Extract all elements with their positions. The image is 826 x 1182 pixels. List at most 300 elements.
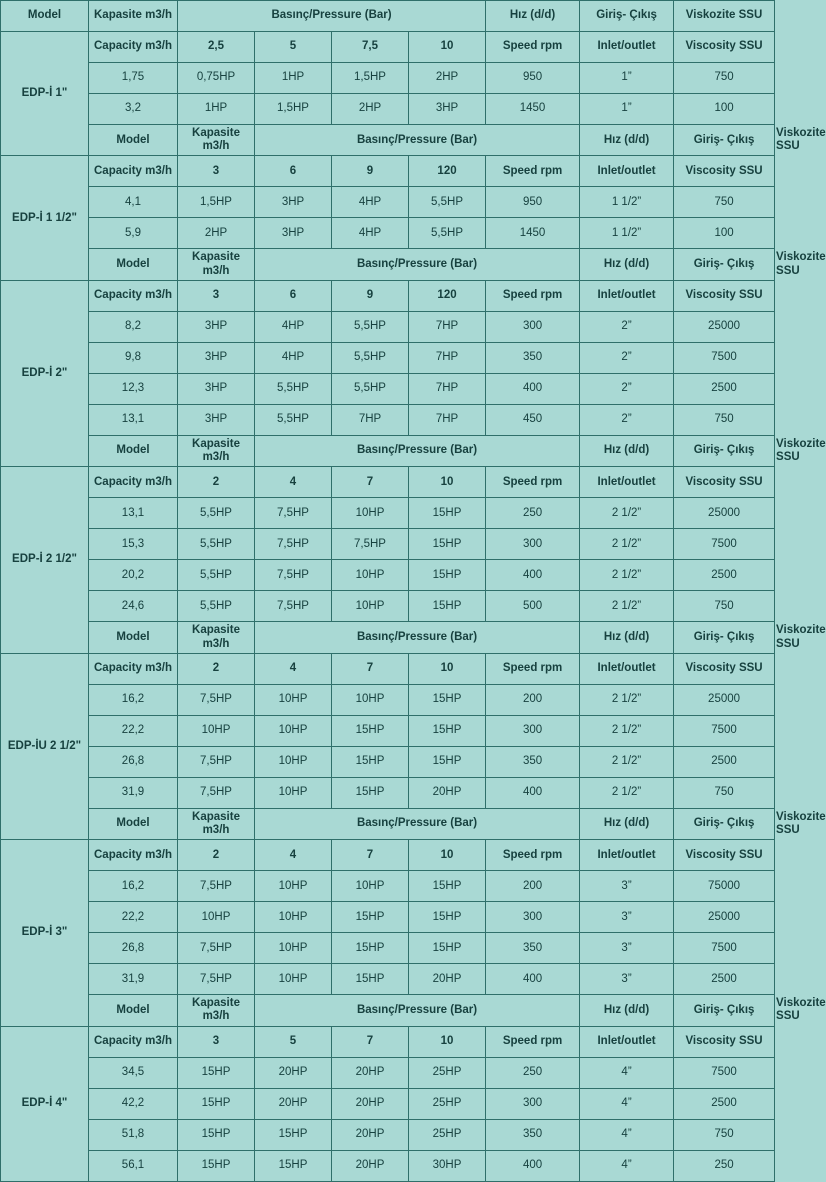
table-header-row: [1, 1, 775, 32]
subheader-pressure-1: 3: [178, 1026, 255, 1057]
subheader-pressure-4: 10: [409, 32, 486, 63]
subheader-pressure-2: 5: [255, 1026, 332, 1057]
cell-speed: 450: [486, 404, 580, 435]
cell-power-1: 0,75HP: [178, 63, 255, 94]
table-row: [1, 1150, 775, 1181]
header-viscosity-tr: Viskozite SSU: [674, 1, 775, 32]
header-speed-tr: Hız (d/d): [580, 435, 674, 466]
header-pressure: Basınç/Pressure (Bar): [255, 808, 580, 839]
cell-capacity: 26,8: [89, 746, 178, 777]
cell-power-2: 10HP: [255, 902, 332, 933]
header-capacity-tr: Kapasite m3/h: [178, 249, 255, 280]
cell-power-3: 7HP: [332, 404, 409, 435]
cell-power-3: 20HP: [332, 1119, 409, 1150]
model-label: EDP-İ 4": [1, 1026, 89, 1181]
cell-power-4: 25HP: [409, 1057, 486, 1088]
subheader-speed-en: Speed rpm: [486, 467, 580, 498]
cell-power-4: 15HP: [409, 902, 486, 933]
cell-power-2: 20HP: [255, 1057, 332, 1088]
cell-power-1: 7,5HP: [178, 871, 255, 902]
cell-power-3: 20HP: [332, 1088, 409, 1119]
cell-power-2: 10HP: [255, 964, 332, 995]
cell-viscosity: 750: [674, 591, 775, 622]
cell-power-4: 20HP: [409, 964, 486, 995]
cell-capacity: 34,5: [89, 1057, 178, 1088]
table-subheader-row: [1, 32, 775, 63]
model-label: EDP-İU 2 1/2": [1, 653, 89, 839]
cell-inlet: 2 1/2”: [580, 591, 674, 622]
header-speed-tr: Hız (d/d): [580, 125, 674, 156]
subheader-capacity-en: Capacity m3/h: [89, 467, 178, 498]
header-capacity-tr: Kapasite m3/h: [178, 435, 255, 466]
cell-capacity: 24,6: [89, 591, 178, 622]
cell-power-1: 5,5HP: [178, 498, 255, 529]
subheader-pressure-3: 9: [332, 156, 409, 187]
cell-capacity: 22,2: [89, 715, 178, 746]
cell-power-1: 10HP: [178, 715, 255, 746]
header-pressure: Basınç/Pressure (Bar): [255, 622, 580, 653]
cell-capacity: 15,3: [89, 529, 178, 560]
table-row: [1, 777, 775, 808]
subheader-pressure-4: 10: [409, 1026, 486, 1057]
cell-power-2: 4HP: [255, 342, 332, 373]
subheader-pressure-3: 7: [332, 467, 409, 498]
cell-power-2: 4HP: [255, 311, 332, 342]
header-inlet-tr: Giriş- Çıkış: [674, 125, 775, 156]
cell-power-1: 3HP: [178, 342, 255, 373]
table-row: [1, 529, 775, 560]
table-row: [1, 1088, 775, 1119]
subheader-speed-en: Speed rpm: [486, 840, 580, 871]
cell-inlet: 4”: [580, 1119, 674, 1150]
cell-speed: 950: [486, 63, 580, 94]
cell-power-1: 7,5HP: [178, 746, 255, 777]
cell-speed: 300: [486, 715, 580, 746]
header-speed-tr: Hız (d/d): [580, 249, 674, 280]
table-row: [1, 498, 775, 529]
subheader-speed-en: Speed rpm: [486, 1026, 580, 1057]
table-row: [1, 902, 775, 933]
cell-power-1: 2HP: [178, 218, 255, 249]
cell-power-4: 30HP: [409, 1150, 486, 1181]
subheader-inlet-en: Inlet/outlet: [580, 1026, 674, 1057]
subheader-pressure-1: 3: [178, 280, 255, 311]
cell-power-2: 5,5HP: [255, 404, 332, 435]
table-row: [1, 1057, 775, 1088]
subheader-pressure-3: 7: [332, 840, 409, 871]
subheader-pressure-1: 2,5: [178, 32, 255, 63]
header-inlet-tr: Giriş- Çıkış: [674, 995, 775, 1026]
cell-power-1: 15HP: [178, 1057, 255, 1088]
cell-power-3: 1,5HP: [332, 63, 409, 94]
subheader-pressure-4: 10: [409, 653, 486, 684]
cell-power-4: 7HP: [409, 373, 486, 404]
table-row: [1, 746, 775, 777]
cell-power-1: 1HP: [178, 94, 255, 125]
subheader-pressure-4: 120: [409, 280, 486, 311]
table-row: [1, 63, 775, 94]
table-body: [1, 1, 826, 1182]
cell-inlet: 4”: [580, 1088, 674, 1119]
cell-capacity: 31,9: [89, 777, 178, 808]
cell-capacity: 22,2: [89, 902, 178, 933]
subheader-speed-en: Speed rpm: [486, 280, 580, 311]
cell-inlet: 4”: [580, 1150, 674, 1181]
table-row: [1, 218, 775, 249]
cell-capacity: 3,2: [89, 94, 178, 125]
table-row: [1, 311, 775, 342]
cell-inlet: 3”: [580, 964, 674, 995]
model-label: EDP-İ 1 1/2": [1, 156, 89, 280]
cell-viscosity: 25000: [674, 498, 775, 529]
cell-power-1: 7,5HP: [178, 964, 255, 995]
subheader-pressure-1: 2: [178, 467, 255, 498]
cell-speed: 300: [486, 902, 580, 933]
header-inlet-tr: Giriş- Çıkış: [674, 435, 775, 466]
header-inlet-tr: Giriş- Çıkış: [674, 808, 775, 839]
cell-power-4: 5,5HP: [409, 187, 486, 218]
cell-viscosity: 7500: [674, 529, 775, 560]
cell-viscosity: 25000: [674, 902, 775, 933]
model-label: EDP-İ 2 1/2": [1, 467, 89, 653]
header-inlet-tr: Giriş- Çıkış: [674, 622, 775, 653]
cell-power-1: 5,5HP: [178, 591, 255, 622]
cell-power-2: 20HP: [255, 1088, 332, 1119]
cell-power-1: 15HP: [178, 1150, 255, 1181]
cell-power-3: 10HP: [332, 560, 409, 591]
subheader-capacity-en: Capacity m3/h: [89, 1026, 178, 1057]
cell-inlet: 1”: [580, 94, 674, 125]
cell-speed: 250: [486, 1057, 580, 1088]
cell-viscosity: 100: [674, 218, 775, 249]
table-subheader-row: [1, 280, 775, 311]
table-subheader-row: [1, 156, 775, 187]
header-speed-tr: Hız (d/d): [486, 1, 580, 32]
cell-capacity: 8,2: [89, 311, 178, 342]
cell-capacity: 13,1: [89, 404, 178, 435]
table-row: [1, 871, 775, 902]
cell-power-3: 15HP: [332, 902, 409, 933]
cell-speed: 400: [486, 964, 580, 995]
cell-inlet: 2 1/2”: [580, 498, 674, 529]
cell-viscosity: 750: [674, 1119, 775, 1150]
table-row: [1, 560, 775, 591]
subheader-pressure-4: 10: [409, 467, 486, 498]
cell-speed: 1450: [486, 218, 580, 249]
header-model: Model: [89, 808, 178, 839]
cell-power-3: 10HP: [332, 591, 409, 622]
cell-power-2: 7,5HP: [255, 591, 332, 622]
cell-viscosity: 75000: [674, 871, 775, 902]
cell-viscosity: 7500: [674, 715, 775, 746]
subheader-pressure-2: 6: [255, 280, 332, 311]
cell-viscosity: 7500: [674, 1057, 775, 1088]
subheader-pressure-2: 6: [255, 156, 332, 187]
cell-speed: 200: [486, 684, 580, 715]
cell-capacity: 1,75: [89, 63, 178, 94]
cell-power-2: 1,5HP: [255, 94, 332, 125]
cell-power-3: 15HP: [332, 746, 409, 777]
cell-power-1: 1,5HP: [178, 187, 255, 218]
table-row: [1, 684, 775, 715]
cell-power-2: 10HP: [255, 684, 332, 715]
subheader-pressure-3: 7: [332, 653, 409, 684]
table-header-row: Model Kapasite m3/h Basınç/Pressure (Bar) Hız (d/d) Giriş- Çıkış Viskozite SSU: [1, 622, 775, 653]
cell-power-3: 15HP: [332, 777, 409, 808]
cell-power-4: 15HP: [409, 498, 486, 529]
cell-viscosity: 750: [674, 63, 775, 94]
cell-power-1: 15HP: [178, 1088, 255, 1119]
table-header-row: Model Kapasite m3/h Basınç/Pressure (Bar) Hız (d/d) Giriş- Çıkış Viskozite SSU: [1, 808, 775, 839]
subheader-capacity-en: Capacity m3/h: [89, 840, 178, 871]
cell-speed: 400: [486, 1150, 580, 1181]
cell-power-4: 25HP: [409, 1088, 486, 1119]
table-row: [1, 591, 775, 622]
model-label: EDP-İ 1": [1, 32, 89, 156]
cell-inlet: 1 1/2”: [580, 187, 674, 218]
cell-viscosity: 7500: [674, 342, 775, 373]
cell-power-4: 15HP: [409, 591, 486, 622]
subheader-speed-en: Speed rpm: [486, 653, 580, 684]
cell-power-3: 15HP: [332, 933, 409, 964]
cell-inlet: 2”: [580, 373, 674, 404]
header-capacity-tr: Kapasite m3/h: [178, 125, 255, 156]
cell-power-3: 7,5HP: [332, 529, 409, 560]
cell-inlet: 2”: [580, 311, 674, 342]
subheader-pressure-3: 7,5: [332, 32, 409, 63]
cell-power-2: 10HP: [255, 746, 332, 777]
subheader-pressure-4: 10: [409, 840, 486, 871]
cell-speed: 950: [486, 187, 580, 218]
cell-inlet: 2 1/2”: [580, 777, 674, 808]
header-model: Model: [1, 1, 89, 32]
cell-capacity: 51,8: [89, 1119, 178, 1150]
cell-power-2: 7,5HP: [255, 498, 332, 529]
cell-power-3: 10HP: [332, 684, 409, 715]
subheader-pressure-2: 5: [255, 32, 332, 63]
cell-power-4: 15HP: [409, 684, 486, 715]
cell-viscosity: 750: [674, 404, 775, 435]
header-pressure: Basınç/Pressure (Bar): [255, 249, 580, 280]
header-pressure: Basınç/Pressure (Bar): [255, 995, 580, 1026]
cell-capacity: 9,8: [89, 342, 178, 373]
cell-capacity: 13,1: [89, 498, 178, 529]
cell-power-3: 10HP: [332, 498, 409, 529]
cell-power-4: 3HP: [409, 94, 486, 125]
subheader-viscosity-en: Viscosity SSU: [674, 32, 775, 63]
header-inlet-tr: Giriş- Çıkış: [580, 1, 674, 32]
cell-power-3: 10HP: [332, 871, 409, 902]
cell-speed: 300: [486, 529, 580, 560]
cell-power-1: 7,5HP: [178, 777, 255, 808]
header-capacity-tr: Kapasite m3/h: [89, 1, 178, 32]
cell-power-4: 25HP: [409, 1119, 486, 1150]
cell-inlet: 2 1/2”: [580, 560, 674, 591]
cell-inlet: 3”: [580, 871, 674, 902]
table-row: [1, 342, 775, 373]
table-row: [1, 715, 775, 746]
header-inlet-tr: Giriş- Çıkış: [674, 249, 775, 280]
cell-inlet: 4”: [580, 1057, 674, 1088]
table-row: [1, 187, 775, 218]
cell-speed: 400: [486, 373, 580, 404]
cell-power-1: 7,5HP: [178, 684, 255, 715]
cell-viscosity: 750: [674, 777, 775, 808]
subheader-pressure-1: 3: [178, 156, 255, 187]
cell-power-2: 15HP: [255, 1119, 332, 1150]
cell-power-1: 3HP: [178, 373, 255, 404]
subheader-viscosity-en: Viscosity SSU: [674, 156, 775, 187]
header-pressure: Basınç/Pressure (Bar): [178, 1, 486, 32]
subheader-speed-en: Speed rpm: [486, 156, 580, 187]
subheader-viscosity-en: Viscosity SSU: [674, 653, 775, 684]
cell-power-3: 4HP: [332, 187, 409, 218]
cell-inlet: 2 1/2”: [580, 684, 674, 715]
subheader-pressure-1: 2: [178, 653, 255, 684]
cell-capacity: 16,2: [89, 684, 178, 715]
cell-inlet: 3”: [580, 902, 674, 933]
cell-speed: 350: [486, 1119, 580, 1150]
cell-capacity: 31,9: [89, 964, 178, 995]
header-speed-tr: Hız (d/d): [580, 808, 674, 839]
cell-viscosity: 25000: [674, 311, 775, 342]
subheader-pressure-1: 2: [178, 840, 255, 871]
cell-power-2: 10HP: [255, 715, 332, 746]
cell-viscosity: 2500: [674, 373, 775, 404]
cell-speed: 200: [486, 871, 580, 902]
subheader-viscosity-en: Viscosity SSU: [674, 1026, 775, 1057]
table-row: [1, 964, 775, 995]
cell-inlet: 2 1/2”: [580, 529, 674, 560]
cell-viscosity: 2500: [674, 1088, 775, 1119]
subheader-pressure-2: 4: [255, 840, 332, 871]
header-model: Model: [89, 125, 178, 156]
cell-capacity: 16,2: [89, 871, 178, 902]
cell-speed: 350: [486, 342, 580, 373]
header-model: Model: [89, 622, 178, 653]
cell-power-4: 15HP: [409, 933, 486, 964]
cell-inlet: 2 1/2”: [580, 746, 674, 777]
table-header-row: Model Kapasite m3/h Basınç/Pressure (Bar) Hız (d/d) Giriş- Çıkış Viskozite SSU: [1, 995, 775, 1026]
cell-power-2: 10HP: [255, 871, 332, 902]
cell-inlet: 1”: [580, 63, 674, 94]
cell-speed: 400: [486, 560, 580, 591]
cell-speed: 300: [486, 311, 580, 342]
cell-power-3: 15HP: [332, 964, 409, 995]
cell-viscosity: 25000: [674, 684, 775, 715]
subheader-viscosity-en: Viscosity SSU: [674, 840, 775, 871]
header-capacity-tr: Kapasite m3/h: [178, 808, 255, 839]
table-row: [1, 404, 775, 435]
cell-power-2: 15HP: [255, 1150, 332, 1181]
subheader-pressure-3: 7: [332, 1026, 409, 1057]
subheader-capacity-en: Capacity m3/h: [89, 156, 178, 187]
header-speed-tr: Hız (d/d): [580, 622, 674, 653]
subheader-pressure-3: 9: [332, 280, 409, 311]
header-model: Model: [89, 995, 178, 1026]
subheader-inlet-en: Inlet/outlet: [580, 653, 674, 684]
cell-viscosity: 250: [674, 1150, 775, 1181]
cell-power-4: 5,5HP: [409, 218, 486, 249]
cell-power-4: 15HP: [409, 529, 486, 560]
subheader-speed-en: Speed rpm: [486, 32, 580, 63]
cell-power-2: 7,5HP: [255, 529, 332, 560]
cell-power-2: 5,5HP: [255, 373, 332, 404]
cell-inlet: 1 1/2”: [580, 218, 674, 249]
table-subheader-row: [1, 653, 775, 684]
cell-power-1: 15HP: [178, 1119, 255, 1150]
cell-speed: 1450: [486, 94, 580, 125]
cell-power-3: 2HP: [332, 94, 409, 125]
subheader-viscosity-en: Viscosity SSU: [674, 280, 775, 311]
cell-power-2: 10HP: [255, 933, 332, 964]
cell-power-1: 3HP: [178, 404, 255, 435]
cell-inlet: 2”: [580, 342, 674, 373]
header-capacity-tr: Kapasite m3/h: [178, 622, 255, 653]
cell-viscosity: 2500: [674, 746, 775, 777]
cell-power-3: 5,5HP: [332, 342, 409, 373]
cell-inlet: 2 1/2”: [580, 715, 674, 746]
table-row: [1, 933, 775, 964]
subheader-viscosity-en: Viscosity SSU: [674, 467, 775, 498]
cell-power-2: 3HP: [255, 187, 332, 218]
cell-inlet: 2”: [580, 404, 674, 435]
cell-power-2: 3HP: [255, 218, 332, 249]
cell-power-3: 5,5HP: [332, 311, 409, 342]
cell-power-3: 5,5HP: [332, 373, 409, 404]
cell-viscosity: 2500: [674, 560, 775, 591]
table-subheader-row: [1, 467, 775, 498]
cell-power-1: 10HP: [178, 902, 255, 933]
table-header-row: Model Kapasite m3/h Basınç/Pressure (Bar) Hız (d/d) Giriş- Çıkış Viskozite SSU: [1, 435, 775, 466]
subheader-capacity-en: Capacity m3/h: [89, 280, 178, 311]
cell-capacity: 42,2: [89, 1088, 178, 1119]
table-row: [1, 94, 775, 125]
cell-capacity: 4,1: [89, 187, 178, 218]
cell-power-4: 7HP: [409, 404, 486, 435]
header-model: Model: [89, 249, 178, 280]
model-label: EDP-İ 2": [1, 280, 89, 466]
subheader-pressure-2: 4: [255, 467, 332, 498]
cell-inlet: 3”: [580, 933, 674, 964]
cell-power-2: 10HP: [255, 777, 332, 808]
table-row: [1, 1119, 775, 1150]
cell-power-3: 4HP: [332, 218, 409, 249]
cell-capacity: 26,8: [89, 933, 178, 964]
cell-power-3: 20HP: [332, 1150, 409, 1181]
subheader-inlet-en: Inlet/outlet: [580, 467, 674, 498]
cell-power-4: 20HP: [409, 777, 486, 808]
table-subheader-row: [1, 840, 775, 871]
subheader-capacity-en: Capacity m3/h: [89, 653, 178, 684]
cell-viscosity: 750: [674, 187, 775, 218]
cell-capacity: 12,3: [89, 373, 178, 404]
cell-viscosity: 100: [674, 94, 775, 125]
header-speed-tr: Hız (d/d): [580, 995, 674, 1026]
cell-speed: 500: [486, 591, 580, 622]
cell-power-2: 7,5HP: [255, 560, 332, 591]
cell-power-3: 20HP: [332, 1057, 409, 1088]
header-pressure: Basınç/Pressure (Bar): [255, 435, 580, 466]
cell-speed: 350: [486, 746, 580, 777]
cell-power-4: 7HP: [409, 342, 486, 373]
cell-power-4: 7HP: [409, 311, 486, 342]
header-capacity-tr: Kapasite m3/h: [178, 995, 255, 1026]
cell-viscosity: 7500: [674, 933, 775, 964]
cell-power-2: 1HP: [255, 63, 332, 94]
subheader-pressure-4: 120: [409, 156, 486, 187]
subheader-pressure-2: 4: [255, 653, 332, 684]
